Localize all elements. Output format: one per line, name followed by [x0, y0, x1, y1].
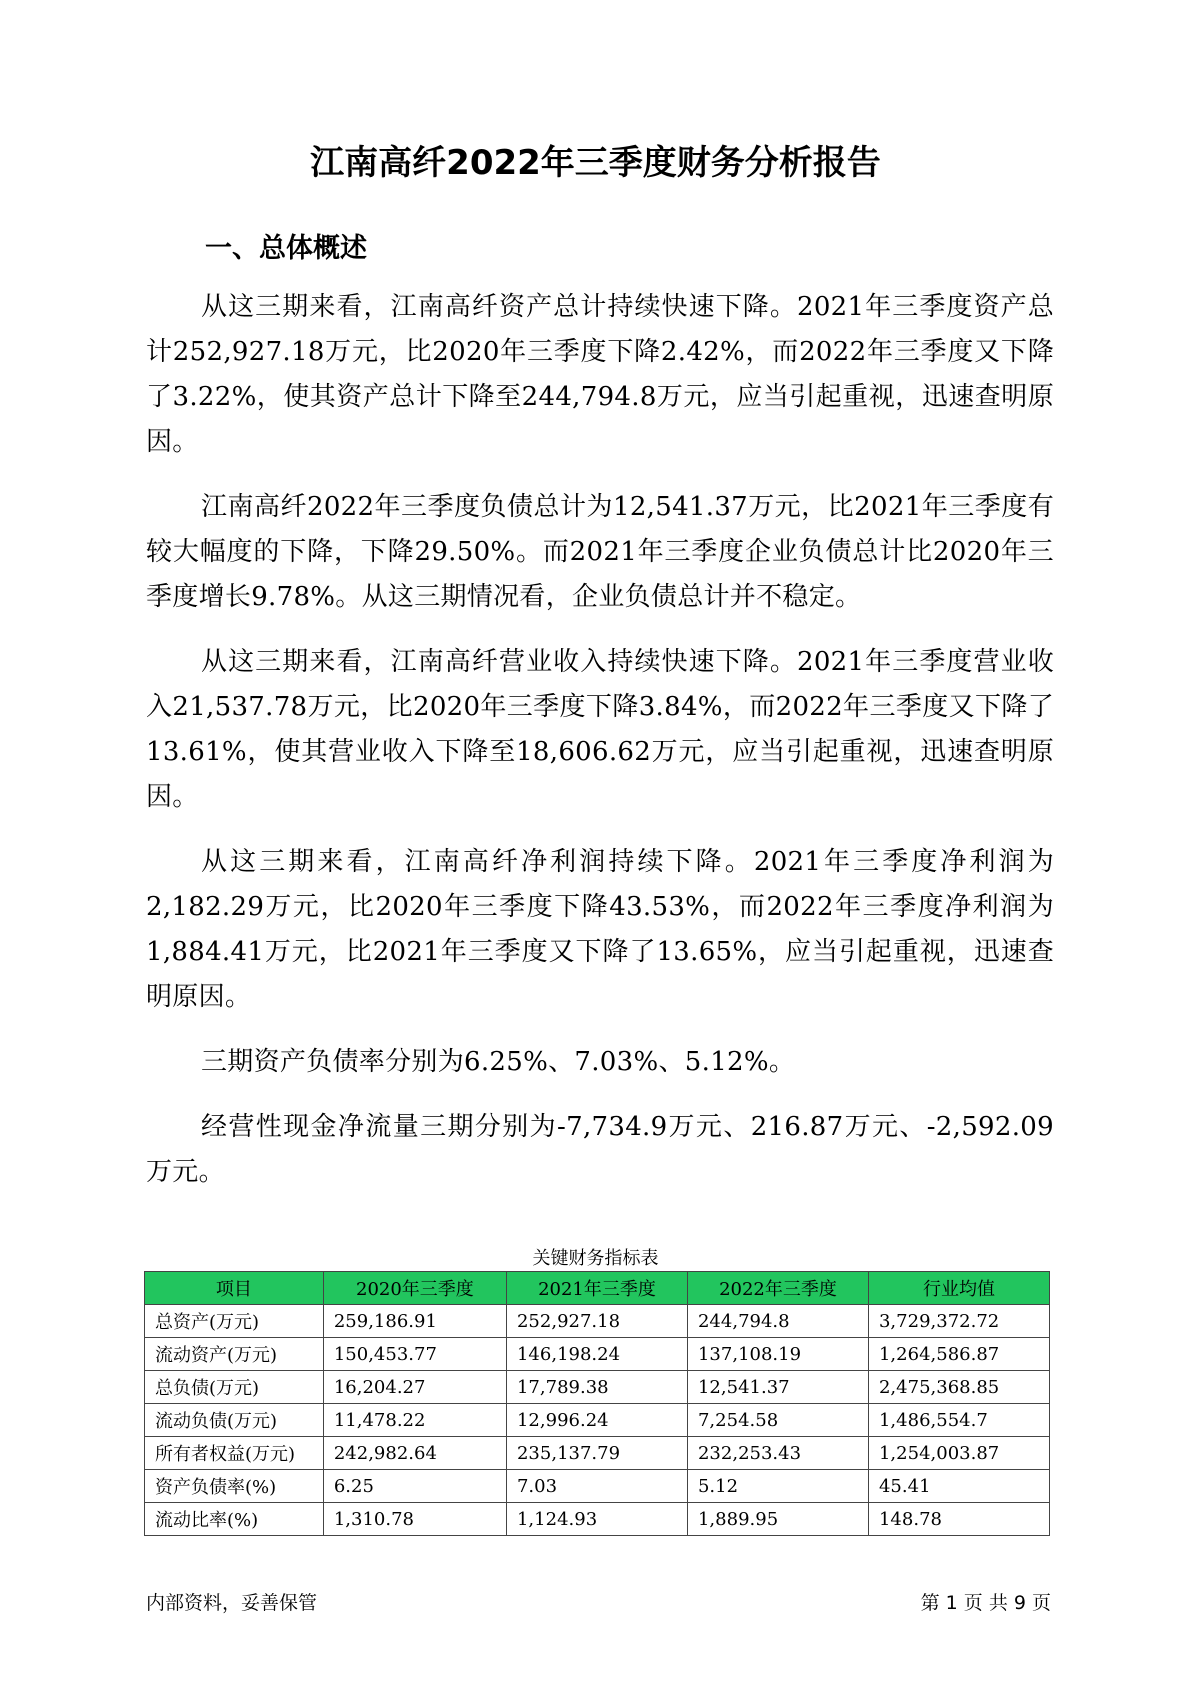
- row-label: 流动比率(%): [145, 1503, 324, 1536]
- paragraph-assets: 从这三期来看，江南高纤资产总计持续快速下降。2021年三季度资产总计252,927.18万元，比2020年三季度下降2.42%，而2022年三季度又下降了3.22%，使其资产总计下降至244,794.8万元，应当引起重视，迅速查明原因。: [146, 292, 1054, 457]
- cell: 235,137.79: [506, 1437, 687, 1470]
- table-row: [145, 1305, 1050, 1338]
- table-row: [145, 1503, 1050, 1536]
- header-2020q3: 2020年三季度: [323, 1272, 506, 1305]
- paragraph-debt-ratio: 三期资产负债率分别为6.25%、7.03%、5.12%。: [201, 1047, 796, 1077]
- row-label: 流动负债(万元): [145, 1404, 324, 1437]
- cell: 150,453.77: [323, 1338, 506, 1371]
- cell: 7.03: [506, 1470, 687, 1503]
- paragraph-net-profit: 从这三期来看，江南高纤净利润持续下降。2021年三季度净利润为2,182.29万元，比2020年三季度下降43.53%，而2022年三季度净利润为1,884.41万元，比2021年三季度又下降了13.65%，应当引起重视，迅速查明原因。: [146, 847, 1054, 1012]
- row-label: 总资产(万元): [145, 1305, 324, 1338]
- table-row: [145, 1437, 1050, 1470]
- cell: 244,794.8: [687, 1305, 868, 1338]
- cell: 146,198.24: [506, 1338, 687, 1371]
- cell: 3,729,372.72: [868, 1305, 1049, 1338]
- table-row: [145, 1371, 1050, 1404]
- cell: 17,789.38: [506, 1371, 687, 1404]
- header-industry-avg: 行业均值: [868, 1272, 1049, 1305]
- header-2021q3: 2021年三季度: [506, 1272, 687, 1305]
- cell: 2,475,368.85: [868, 1371, 1049, 1404]
- cell: 7,254.58: [687, 1404, 868, 1437]
- cell: 12,996.24: [506, 1404, 687, 1437]
- section-heading: 一、总体概述: [205, 233, 367, 264]
- paragraph-cash-flow: 经营性现金净流量三期分别为-7,734.9万元、216.87万元、-2,592.09万元。: [146, 1112, 1054, 1187]
- cell: 5.12: [687, 1470, 868, 1503]
- cell: 1,264,586.87: [868, 1338, 1049, 1371]
- table-row: [145, 1470, 1050, 1503]
- footer-page-number: 第 1 页 共 9 页: [920, 1592, 1051, 1614]
- paragraph-liabilities: 江南高纤2022年三季度负债总计为12,541.37万元，比2021年三季度有较大幅度的下降，下降29.50%。而2021年三季度企业负债总计比2020年三季度增长9.78%。从这三期情况看，企业负债总计并不稳定。: [146, 492, 1054, 612]
- cell: 16,204.27: [323, 1371, 506, 1404]
- cell: 1,486,554.7: [868, 1404, 1049, 1437]
- paragraph-revenue: 从这三期来看，江南高纤营业收入持续快速下降。2021年三季度营业收入21,537.78万元，比2020年三季度下降3.84%，而2022年三季度又下降了13.61%，使其营业收入下降至18,606.62万元，应当引起重视，迅速查明原因。: [146, 647, 1054, 812]
- table-header-row: [145, 1272, 1050, 1305]
- cell: 259,186.91: [323, 1305, 506, 1338]
- page-title: 江南高纤2022年三季度财务分析报告: [310, 143, 881, 183]
- cell: 148.78: [868, 1503, 1049, 1536]
- table-row: [145, 1338, 1050, 1371]
- cell: 242,982.64: [323, 1437, 506, 1470]
- row-label: 流动资产(万元): [145, 1338, 324, 1371]
- cell: 1,124.93: [506, 1503, 687, 1536]
- table-row: [145, 1404, 1050, 1437]
- row-label: 资产负债率(%): [145, 1470, 324, 1503]
- financial-indicators-table: [144, 1271, 1050, 1536]
- footer-confidential-note: 内部资料，妥善保管: [146, 1592, 318, 1614]
- header-2022q3: 2022年三季度: [687, 1272, 868, 1305]
- cell: 11,478.22: [323, 1404, 506, 1437]
- cell: 1,310.78: [323, 1503, 506, 1536]
- report-body: [146, 285, 1054, 1215]
- cell: 45.41: [868, 1470, 1049, 1503]
- cell: 232,253.43: [687, 1437, 868, 1470]
- cell: 252,927.18: [506, 1305, 687, 1338]
- cell: 6.25: [323, 1470, 506, 1503]
- cell: 1,889.95: [687, 1503, 868, 1536]
- cell: 1,254,003.87: [868, 1437, 1049, 1470]
- cell: 12,541.37: [687, 1371, 868, 1404]
- cell: 137,108.19: [687, 1338, 868, 1371]
- table-caption: 关键财务指标表: [532, 1248, 659, 1269]
- row-label: 总负债(万元): [145, 1371, 324, 1404]
- row-label: 所有者权益(万元): [145, 1437, 324, 1470]
- header-item: 项目: [145, 1272, 324, 1305]
